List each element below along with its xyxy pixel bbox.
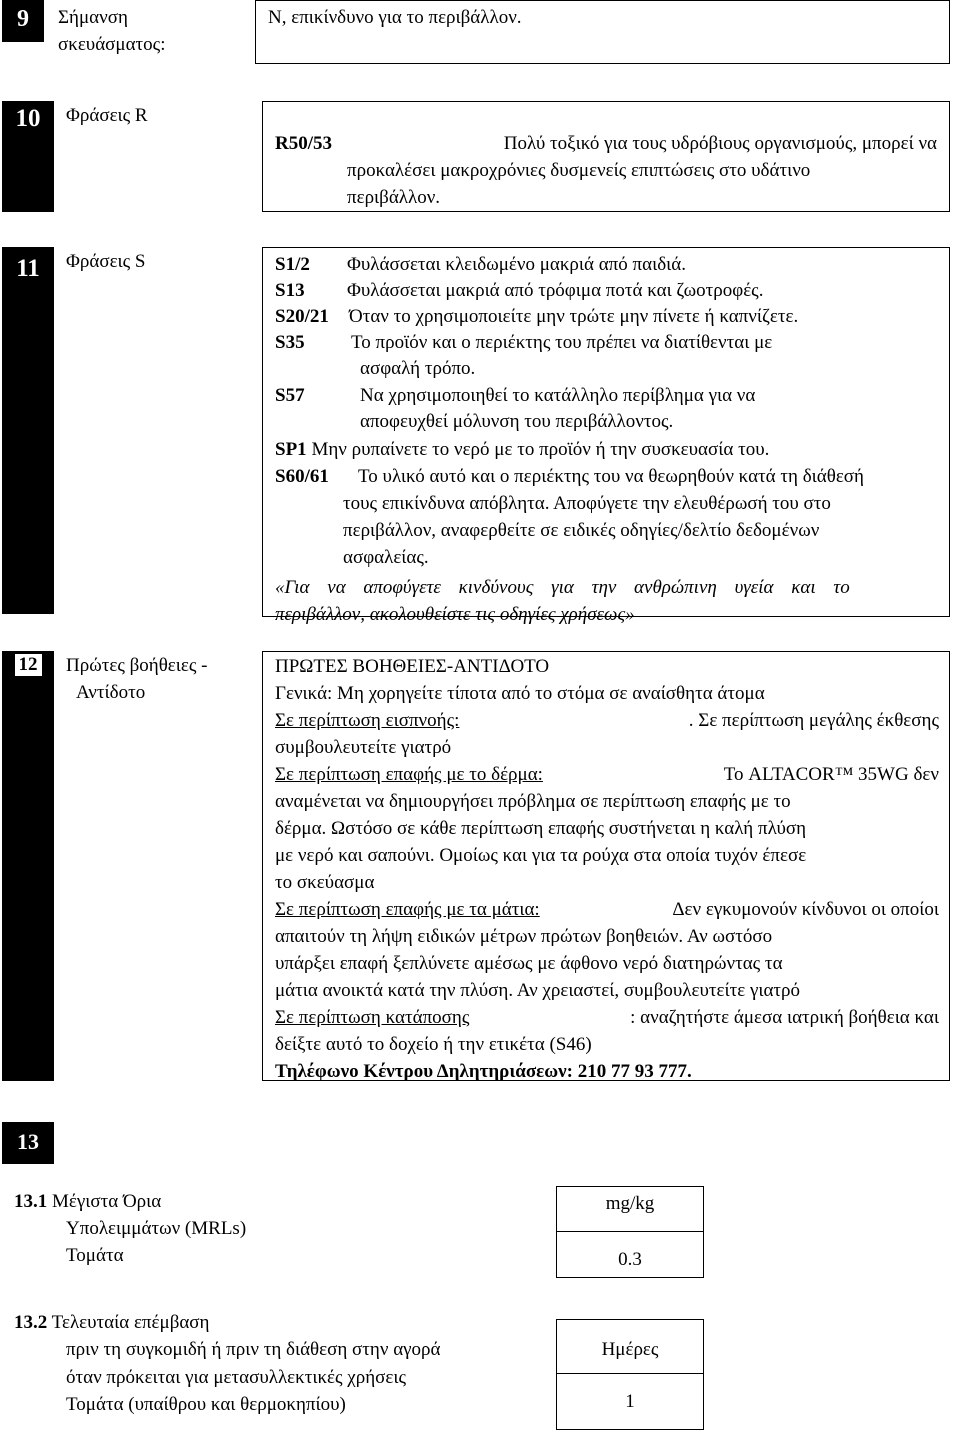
usage-quote-line-2: περιβάλλον, ακολουθείστε τις οδηγίες χρήσεως» [275, 604, 635, 625]
text: δέρμα. Ωστόσο σε κάθε περίπτωση επαφής συστήνεται η καλή πλύση [275, 818, 807, 839]
s-phrase-text: Μην ρυπαίνετε το νερό με το προϊόν ή την συσκευασία του. [311, 439, 770, 460]
eye-line-4: μάτια ανοικτά κατά την πλύση. Αν χρειαστεί, συμβουλευτείτε γιατρό [275, 980, 801, 1001]
section-12-label [66, 652, 207, 706]
subsection-title: Μέγιστα Όρια [52, 1191, 162, 1212]
ingestion-line-1 [275, 1004, 939, 1031]
s-phrase-code: S1/2 [275, 254, 310, 275]
mrl-value-table [556, 1186, 704, 1278]
section-12-number [2, 651, 54, 1081]
s-phrase-cont: ασφαλή τρόπο. [360, 358, 476, 379]
s-phrase-code: S35 [275, 332, 305, 353]
section-10-label: Φράσεις R [66, 105, 148, 126]
phi-subsection [14, 1309, 210, 1336]
text: . Σε περίπτωση μεγάλης έκθεσης [688, 710, 939, 731]
phi-line-3: όταν πρόκειται για μετασυλλεκτικές χρήσεις [66, 1367, 406, 1388]
subsection-title: Τελευταία επέμβαση [51, 1312, 210, 1333]
section-11-label: Φράσεις S [66, 251, 146, 272]
first-aid-heading: ΠΡΩΤΕΣ ΒΟΗΘΕΙΕΣ-ΑΝΤΙΔΟΤΟ [275, 656, 550, 677]
mrl-subsection-line-2: Υπολειμμάτων (MRLs) [66, 1218, 247, 1239]
text: περιβάλλον, αναφερθείτε σε ειδικές οδηγίες/δελτίο δεδομένων [343, 520, 820, 541]
text: αναμένεται να δημιουργήσει πρόβλημα σε περίπτωση επαφής με το [275, 791, 791, 812]
label-line: Σήμανση [58, 7, 128, 28]
s-phrase [275, 436, 769, 463]
phi-unit: Ημέρες [601, 1339, 659, 1360]
phi-table-divider [557, 1373, 703, 1374]
section-number: 13 [17, 1129, 39, 1154]
section-10-number [2, 101, 54, 212]
skin-line-5: το σκεύασμα [275, 872, 375, 893]
section-number: 12 [14, 653, 43, 677]
s60-line-3 [343, 517, 938, 544]
s-phrase [275, 251, 310, 278]
label-line: Αντίδοτο [76, 682, 146, 703]
section-9-number [2, 0, 44, 42]
s-phrase [275, 382, 305, 409]
section-number: 11 [16, 255, 40, 282]
r-phrase-line-3: περιβάλλον. [347, 187, 441, 208]
mrl-subsection [14, 1188, 161, 1215]
inhalation-line-2: συμβουλευτείτε γιατρό [275, 737, 452, 758]
r-phrase-code: R50/53 [275, 133, 332, 154]
subsection-number: 13.2 [14, 1312, 48, 1333]
text: Το ALTACOR™ 35WG δεν [723, 764, 939, 785]
skin-line-1 [275, 761, 939, 788]
eye-line-3 [275, 950, 939, 977]
r-phrase-text: Πολύ τοξικό για τους υδρόβιους οργανισμούς, μπορεί να [503, 133, 937, 154]
s-phrase-code: S20/21 [275, 306, 329, 327]
label-line: Πρώτες βοήθειες - [66, 655, 208, 676]
text: : αναζητήστε άμεσα ιατρική βοήθεια και [630, 1007, 939, 1028]
r-phrase-line [275, 130, 937, 157]
s-phrase-text: Όταν το χρησιμοποιείτε μην τρώτε μην πίνετε ή καπνίζετε. [349, 306, 799, 327]
section-number: 10 [15, 105, 41, 132]
inhalation-label: Σε περίπτωση εισπνοής: [275, 710, 460, 731]
usage-quote-line-1: «Για να αποφύγετε κινδύνους για την ανθρώπινη υγεία και το [275, 577, 850, 598]
phi-line-2: πριν τη συγκομιδή ή πριν τη διάθεση στην αγορά [66, 1339, 441, 1360]
skin-line-4 [275, 842, 939, 869]
s-phrase-cont: αποφευχθεί μόλυνση του περιβάλλοντος. [360, 411, 674, 432]
text: με νερό και σαπούνι. Ομοίως και για τα ρούχα στα οποία τυχόν έπεσε [275, 845, 807, 866]
section-number: 9 [17, 6, 29, 32]
s-phrase [275, 303, 329, 330]
s60-line-4: ασφαλείας. [343, 547, 429, 568]
text: τους επικίνδυνα απόβλητα. Αποφύγετε την ελευθέρωσή του στο [343, 493, 831, 514]
poison-center-phone: Τηλέφωνο Κέντρου Δηλητηριάσεων: 210 77 93 777. [275, 1061, 692, 1082]
section-11-value-box [262, 247, 950, 625]
s60-line-1 [358, 463, 938, 490]
section-9-value-box [255, 0, 950, 64]
mrl-value: 0.3 [618, 1249, 642, 1270]
eye-contact-label: Σε περίπτωση επαφής με τα μάτια: [275, 899, 540, 920]
mrl-crop: Τομάτα [66, 1245, 124, 1266]
section-11-number [2, 247, 54, 614]
skin-line-2 [275, 788, 939, 815]
label-line: σκευάσματος: [58, 34, 166, 55]
s-phrase-text: Το προϊόν και ο περιέκτης του πρέπει να διατίθενται με [351, 332, 773, 353]
phi-value: 1 [625, 1391, 635, 1412]
subsection-number: 13.1 [14, 1191, 48, 1212]
s-phrase-code: S60/61 [275, 466, 329, 487]
s-phrase [275, 463, 329, 490]
ingestion-label: Σε περίπτωση κατάποσης [275, 1007, 470, 1028]
s-phrase-text: Φυλάσσεται μακριά από τρόφιμα ποτά και ζωοτροφές. [347, 280, 764, 301]
section-10-value-box [262, 101, 950, 212]
r-phrase-line-2 [347, 157, 937, 184]
eye-line-1 [275, 896, 939, 923]
s-phrase [275, 329, 305, 356]
text: απαιτούν τη λήψη ειδικών μέτρων πρώτων βοηθειών. Αν ωστόσο [275, 926, 773, 947]
s-phrase-text: Να χρησιμοποιηθεί το κατάλληλο περίβλημα για να [360, 385, 756, 406]
s-phrase-code: SP1 [275, 439, 307, 460]
s60-line-2 [343, 490, 938, 517]
s-phrase-code: S57 [275, 385, 305, 406]
mrl-table-divider [557, 1231, 703, 1232]
text: υπάρξει επαφή ξεπλύνετε αμέσως με άφθονο νερό διατηρώντας τα [275, 953, 783, 974]
section-13-number [2, 1122, 54, 1164]
text: προκαλέσει μακροχρόνιες δυσμενείς επιπτώσεις στο υδάτινο [347, 160, 811, 181]
ingestion-line-2: δείξτε αυτό το δοχείο ή την ετικέτα (S46) [275, 1034, 592, 1055]
section-9-label [58, 4, 165, 58]
text: Το υλικό αυτό και ο περιέκτης του να θεωρηθούν κατά τη διάθεσή [358, 466, 864, 487]
phi-value-table [556, 1319, 704, 1430]
s-phrase-code: S13 [275, 280, 305, 301]
s-phrase-text: Φυλάσσεται κλειδωμένο μακριά από παιδιά. [347, 254, 686, 275]
phi-crop: Τομάτα (υπαίθρου και θερμοκηπίου) [66, 1394, 346, 1415]
section-12-value-box [262, 651, 950, 1081]
s-phrase [275, 277, 305, 304]
first-aid-general: Γενικά: Μη χορηγείτε τίποτα από το στόμα σε αναίσθητα άτομα [275, 683, 765, 704]
eye-line-2 [275, 923, 939, 950]
section-9-value: N, επικίνδυνο για το περιβάλλον. [268, 7, 522, 28]
mrl-unit: mg/kg [605, 1193, 655, 1214]
text: Δεν εγκυμονούν κίνδυνοι οι οποίοι [672, 899, 939, 920]
skin-line-3 [275, 815, 939, 842]
skin-contact-label: Σε περίπτωση επαφής με το δέρμα: [275, 764, 543, 785]
inhalation-line-1 [275, 707, 939, 734]
